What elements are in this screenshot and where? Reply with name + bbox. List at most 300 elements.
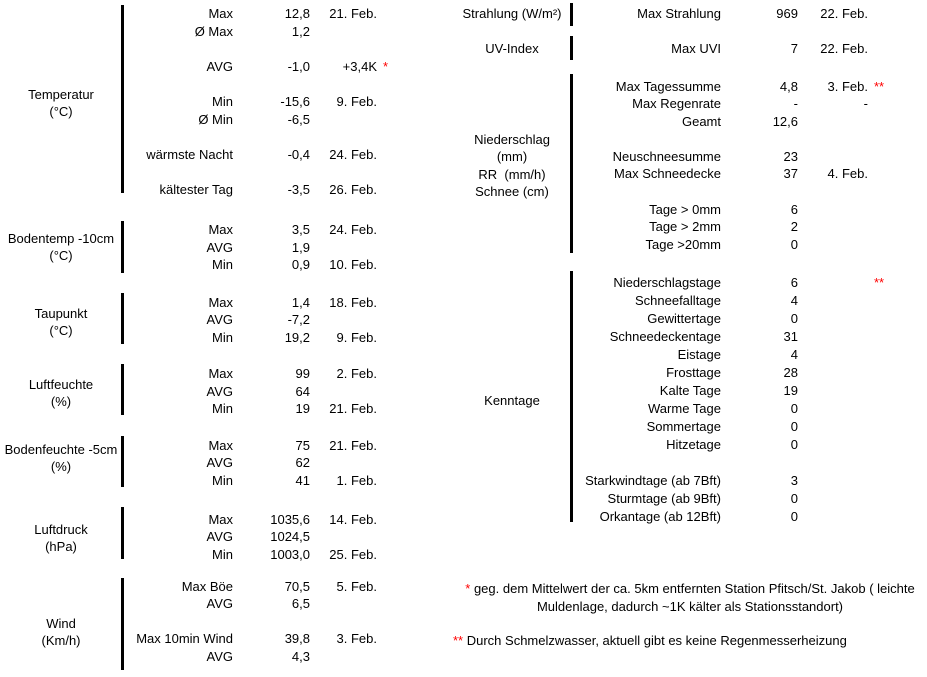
stat-label: Max bbox=[208, 294, 233, 310]
stat-label: Geamt bbox=[681, 113, 721, 129]
stat-label: Frosttage bbox=[666, 365, 721, 380]
stat-note bbox=[377, 111, 407, 129]
stat-value: 4 bbox=[790, 347, 798, 362]
stat-row bbox=[125, 595, 407, 613]
stat-label: AVG bbox=[206, 239, 233, 255]
stat-value: 4 bbox=[790, 293, 798, 308]
section-label bbox=[0, 376, 122, 411]
stat-value: 0 bbox=[790, 311, 798, 326]
stat-row bbox=[574, 346, 902, 364]
stat-value: 4,8 bbox=[779, 78, 798, 94]
stat-row bbox=[125, 58, 407, 76]
stat-label: Max bbox=[208, 366, 233, 381]
stat-value: 39,8 bbox=[284, 631, 310, 647]
stat-date: 14. Feb. bbox=[329, 511, 377, 527]
stat-label: AVG bbox=[206, 312, 233, 328]
stat-value: 75 bbox=[295, 437, 310, 453]
stat-value: 6,5 bbox=[291, 596, 310, 612]
stat-date bbox=[798, 418, 868, 436]
section-label bbox=[0, 441, 122, 476]
stat-row bbox=[574, 436, 902, 454]
stat-date bbox=[310, 239, 377, 257]
stat-date bbox=[798, 148, 868, 166]
stat-row bbox=[125, 472, 407, 490]
section-label bbox=[0, 230, 122, 265]
stat-note bbox=[868, 292, 902, 310]
section-divider bbox=[570, 271, 573, 522]
stat-value: 28 bbox=[783, 365, 798, 380]
stat-value: 41 bbox=[295, 472, 310, 488]
stat-date: 9. Feb. bbox=[336, 329, 377, 345]
section-label-line: (°C) bbox=[49, 104, 73, 120]
stat-date: 10. Feb. bbox=[329, 257, 377, 273]
stat-value: 1,9 bbox=[291, 239, 310, 255]
section-label bbox=[455, 392, 569, 410]
stat-label: AVG bbox=[206, 383, 233, 399]
section-rows bbox=[125, 294, 407, 347]
stat-label: Min bbox=[212, 472, 233, 488]
stat-row bbox=[125, 511, 407, 529]
stat-value: 64 bbox=[295, 383, 310, 399]
stat-label: Max Tagessumme bbox=[615, 78, 721, 94]
stat-note bbox=[868, 418, 902, 436]
stat-date: 25. Feb. bbox=[329, 546, 377, 562]
stat-date: 21. Feb. bbox=[329, 6, 377, 21]
section-label-line: Bodenfeuchte -5cm bbox=[4, 441, 118, 457]
stat-date: 21. Feb. bbox=[329, 437, 377, 453]
section-label-line: Niederschlag bbox=[474, 131, 550, 147]
stat-note bbox=[377, 146, 407, 164]
stat-note bbox=[377, 400, 407, 418]
stat-row bbox=[125, 256, 407, 274]
stat-row bbox=[574, 274, 902, 292]
stat-date: 2. Feb. bbox=[336, 366, 377, 381]
stat-note bbox=[377, 578, 407, 596]
stat-date bbox=[798, 364, 868, 382]
stat-label: Max UVI bbox=[671, 40, 721, 56]
stat-row bbox=[125, 578, 407, 596]
stat-note bbox=[868, 40, 902, 58]
stat-note bbox=[868, 382, 902, 400]
footnote-line-2: Muldenlage, dadurch ~1K kälter als Stationsstandort) bbox=[536, 598, 844, 614]
stat-value: 1003,0 bbox=[270, 546, 310, 562]
stat-label: Tage >20mm bbox=[645, 236, 721, 252]
stat-date bbox=[310, 23, 377, 41]
stat-note bbox=[377, 648, 407, 666]
stat-label: AVG bbox=[206, 529, 233, 545]
stat-row bbox=[574, 490, 902, 508]
stat-date bbox=[798, 346, 868, 364]
stat-date: 1. Feb. bbox=[336, 472, 377, 488]
stat-note bbox=[868, 148, 902, 166]
stat-date: - bbox=[863, 96, 868, 112]
stat-note bbox=[377, 437, 407, 455]
section-label-line: Luftdruck bbox=[34, 521, 88, 537]
section-label-line: (°C) bbox=[49, 248, 73, 264]
stat-note bbox=[377, 239, 407, 257]
stat-date bbox=[310, 111, 377, 129]
stat-value: 3,5 bbox=[291, 222, 310, 237]
stat-row bbox=[125, 630, 407, 648]
stat-note bbox=[868, 218, 902, 236]
stat-value: 6 bbox=[790, 201, 798, 217]
stat-date: 3. Feb. bbox=[336, 631, 377, 647]
stat-note: ** bbox=[874, 275, 885, 290]
stat-row bbox=[125, 648, 407, 666]
section-rows bbox=[574, 5, 902, 23]
stat-label: Max Strahlung bbox=[637, 6, 721, 21]
stat-note bbox=[868, 436, 902, 454]
stat-date bbox=[798, 236, 868, 254]
stat-note bbox=[868, 5, 902, 23]
stat-label: Max Schneedecke bbox=[614, 166, 721, 182]
section-rows bbox=[125, 437, 407, 490]
stat-note bbox=[868, 236, 902, 254]
stat-note bbox=[377, 511, 407, 529]
section-rows bbox=[125, 365, 407, 418]
section-label-line: (°C) bbox=[49, 323, 73, 339]
stat-row bbox=[574, 78, 902, 96]
stat-note: * bbox=[383, 58, 389, 74]
stat-value: 0 bbox=[790, 509, 798, 524]
stat-row bbox=[125, 181, 407, 199]
stat-note bbox=[377, 595, 407, 613]
footnote-line-1 bbox=[455, 580, 925, 598]
stat-value: 0 bbox=[790, 437, 798, 452]
section-label-line: (%) bbox=[50, 394, 72, 410]
stat-note bbox=[377, 181, 407, 199]
stat-label: Kalte Tage bbox=[659, 383, 721, 398]
stat-label: kältester Tag bbox=[159, 181, 233, 197]
section-label bbox=[0, 305, 122, 340]
stat-label: Hitzetage bbox=[666, 437, 721, 452]
stat-row bbox=[574, 236, 902, 254]
stat-value: -0,4 bbox=[287, 146, 310, 162]
section-label-line: UV-Index bbox=[485, 40, 539, 56]
stat-row bbox=[574, 95, 902, 113]
section-rows bbox=[574, 40, 902, 58]
section-label bbox=[0, 615, 122, 650]
stat-date: 9. Feb. bbox=[336, 93, 377, 109]
stat-note bbox=[868, 201, 902, 219]
footnote-double-asterisk: ** bbox=[453, 633, 464, 648]
stat-date bbox=[798, 310, 868, 328]
stat-note bbox=[377, 454, 407, 472]
stat-date: 24. Feb. bbox=[329, 222, 377, 237]
stat-value: 12,6 bbox=[772, 113, 798, 129]
stat-date: 26. Feb. bbox=[329, 181, 377, 197]
stat-date bbox=[798, 382, 868, 400]
section-rows bbox=[125, 511, 407, 564]
stat-row bbox=[125, 400, 407, 418]
stat-value: 1,2 bbox=[291, 23, 310, 39]
stat-row bbox=[125, 383, 407, 401]
row-spacer bbox=[125, 128, 407, 146]
footnote-rain-gauge bbox=[453, 632, 927, 650]
section-label-line: Schnee (cm) bbox=[475, 184, 549, 200]
section-label bbox=[455, 5, 569, 23]
stat-note bbox=[377, 528, 407, 546]
stat-value: 37 bbox=[783, 166, 798, 182]
stat-note bbox=[377, 472, 407, 490]
section-divider bbox=[570, 36, 573, 60]
stat-value: -3,5 bbox=[287, 181, 310, 197]
stat-note bbox=[868, 165, 902, 183]
stat-value: 6 bbox=[790, 275, 798, 290]
stat-note bbox=[377, 630, 407, 648]
section-rows bbox=[125, 221, 407, 274]
stat-note bbox=[377, 221, 407, 239]
stat-label: Starkwindtage (ab 7Bft) bbox=[585, 473, 721, 488]
stat-value: 4,3 bbox=[291, 648, 310, 664]
stat-date bbox=[310, 383, 377, 401]
stat-note bbox=[377, 329, 407, 347]
stat-row bbox=[574, 113, 902, 131]
stat-value: 99 bbox=[295, 366, 310, 381]
stat-value: 19,2 bbox=[284, 329, 310, 345]
stat-row bbox=[574, 165, 902, 183]
stat-note bbox=[868, 400, 902, 418]
stat-value: 19 bbox=[783, 383, 798, 398]
stat-date bbox=[310, 311, 377, 329]
stat-label: Min bbox=[212, 546, 233, 562]
stat-row bbox=[125, 329, 407, 347]
stat-date: 4. Feb. bbox=[827, 166, 868, 182]
stat-value: 7 bbox=[790, 40, 798, 56]
stat-note bbox=[868, 328, 902, 346]
stat-label: Max bbox=[208, 437, 233, 453]
stat-date: 22. Feb. bbox=[820, 6, 868, 21]
stat-label: Max bbox=[208, 222, 233, 237]
stat-row bbox=[125, 454, 407, 472]
stat-date: 3. Feb. bbox=[827, 78, 868, 94]
stat-row bbox=[125, 528, 407, 546]
footnote-text: Durch Schmelzwasser, aktuell gibt es keine Regenmesserheizung bbox=[463, 633, 847, 648]
stat-value: 31 bbox=[783, 329, 798, 344]
stat-label: Ø Min bbox=[198, 111, 233, 127]
stat-date bbox=[798, 201, 868, 219]
row-spacer bbox=[574, 130, 902, 148]
stat-value: -6,5 bbox=[287, 111, 310, 127]
stat-row bbox=[125, 546, 407, 564]
stat-row bbox=[574, 418, 902, 436]
section-rows bbox=[125, 578, 407, 666]
stat-label: Schneefalltage bbox=[634, 293, 721, 308]
footnote-text: geg. dem Mittelwert der ca. 5km entfernten Station Pfitsch/St. Jakob ( leichte bbox=[470, 581, 915, 596]
stat-label: Ø Max bbox=[194, 23, 233, 39]
section-divider bbox=[570, 3, 573, 26]
stat-row bbox=[125, 146, 407, 164]
stat-value: 12,8 bbox=[284, 6, 310, 21]
stat-row bbox=[125, 437, 407, 455]
stat-date bbox=[798, 113, 868, 131]
stat-row bbox=[125, 311, 407, 329]
stat-value: - bbox=[793, 96, 798, 112]
stat-date bbox=[798, 472, 868, 490]
section-label-line: (mm) bbox=[496, 149, 528, 165]
stat-row bbox=[574, 508, 902, 526]
stat-value: -7,2 bbox=[287, 312, 310, 328]
section-label-line: (Km/h) bbox=[41, 633, 81, 649]
row-spacer bbox=[574, 183, 902, 201]
stat-note bbox=[377, 546, 407, 564]
stat-label: Min bbox=[212, 93, 233, 109]
stat-label: Orkantage (ab 12Bft) bbox=[599, 509, 721, 524]
stat-value: 1024,5 bbox=[270, 529, 310, 545]
section-label bbox=[455, 40, 569, 58]
stat-value: 969 bbox=[776, 6, 798, 21]
stat-value: 2 bbox=[790, 219, 798, 235]
stat-date bbox=[798, 490, 868, 508]
section-divider bbox=[570, 74, 573, 253]
stat-label: AVG bbox=[206, 58, 233, 74]
stat-date bbox=[798, 274, 868, 292]
row-spacer bbox=[125, 163, 407, 181]
stat-row bbox=[574, 148, 902, 166]
section-label-line: Wind bbox=[46, 615, 76, 631]
stat-date bbox=[310, 454, 377, 472]
stat-note bbox=[868, 364, 902, 382]
stat-value: 0 bbox=[790, 491, 798, 506]
stat-value: 19 bbox=[295, 401, 310, 417]
stat-label: Min bbox=[212, 329, 233, 345]
stat-value: 0 bbox=[790, 401, 798, 416]
stat-note bbox=[868, 508, 902, 526]
stat-row bbox=[574, 328, 902, 346]
stat-row bbox=[574, 218, 902, 236]
stat-label: Sturmtage (ab 9Bft) bbox=[607, 491, 721, 506]
stat-value: 1,4 bbox=[291, 294, 310, 310]
stat-date bbox=[798, 436, 868, 454]
section-label-line: (hPa) bbox=[45, 539, 77, 555]
stat-label: Min bbox=[212, 257, 233, 273]
stat-note bbox=[377, 256, 407, 274]
stat-note bbox=[868, 310, 902, 328]
stat-note bbox=[377, 383, 407, 401]
stat-date: 24. Feb. bbox=[329, 146, 377, 162]
stat-label: Warme Tage bbox=[648, 401, 721, 416]
stat-label: wärmste Nacht bbox=[146, 146, 233, 162]
stat-date: +3,4K bbox=[342, 58, 377, 74]
stat-row bbox=[125, 93, 407, 111]
stat-label: Eistage bbox=[677, 347, 721, 362]
stat-date bbox=[310, 595, 377, 613]
stat-row bbox=[574, 472, 902, 490]
stat-row bbox=[574, 201, 902, 219]
stat-row bbox=[125, 23, 407, 41]
footnote-station-comparison bbox=[455, 580, 925, 615]
section-label-line: Luftfeuchte bbox=[28, 376, 94, 392]
stat-date bbox=[798, 508, 868, 526]
stat-note bbox=[868, 490, 902, 508]
footnote-asterisk: * bbox=[465, 581, 471, 596]
stat-value: 3 bbox=[790, 473, 798, 488]
section-label-line: Kenntage bbox=[484, 392, 540, 408]
stat-label: Max bbox=[208, 6, 233, 21]
section-label-line: (%) bbox=[50, 459, 72, 475]
stat-row bbox=[574, 292, 902, 310]
stat-date bbox=[798, 292, 868, 310]
stat-note bbox=[868, 113, 902, 131]
stat-date bbox=[798, 218, 868, 236]
section-rows bbox=[574, 274, 902, 526]
stat-value: 0 bbox=[790, 236, 798, 252]
stat-label: Schneedeckentage bbox=[609, 329, 721, 344]
stat-label: Max Böe bbox=[181, 578, 233, 594]
section-label-line: Bodentemp -10cm bbox=[7, 230, 115, 246]
stat-value: -1,0 bbox=[287, 58, 310, 74]
row-spacer bbox=[125, 75, 407, 93]
stat-label: AVG bbox=[206, 596, 233, 612]
section-label-line: RR (mm/h) bbox=[478, 166, 546, 182]
section-label-line: Temperatur bbox=[28, 86, 94, 102]
stat-row bbox=[125, 365, 407, 383]
stat-row bbox=[574, 40, 902, 58]
stat-label: Tage > 0mm bbox=[649, 201, 721, 217]
stat-label: Neuschneesumme bbox=[612, 148, 721, 164]
stat-value: 23 bbox=[783, 148, 798, 164]
stat-row bbox=[125, 239, 407, 257]
stat-value: 0,9 bbox=[291, 257, 310, 273]
stat-note bbox=[868, 95, 902, 113]
stat-label: Max Regenrate bbox=[632, 96, 721, 112]
stat-row bbox=[574, 400, 902, 418]
stat-row bbox=[125, 5, 407, 23]
stat-date: 21. Feb. bbox=[329, 401, 377, 417]
stat-label: AVG bbox=[206, 455, 233, 471]
stat-row bbox=[125, 221, 407, 239]
stat-note bbox=[377, 365, 407, 383]
stat-note: ** bbox=[874, 78, 885, 94]
stat-value: 62 bbox=[295, 455, 310, 471]
row-spacer bbox=[125, 40, 407, 58]
stat-date bbox=[798, 400, 868, 418]
stat-label: Max 10min Wind bbox=[136, 631, 233, 647]
stat-row bbox=[574, 382, 902, 400]
section-rows bbox=[574, 78, 902, 254]
stat-label: Max bbox=[208, 511, 233, 527]
stat-note bbox=[868, 472, 902, 490]
stat-date bbox=[310, 648, 377, 666]
stat-note bbox=[377, 311, 407, 329]
stat-note bbox=[377, 93, 407, 111]
stat-label: Gewittertage bbox=[647, 311, 721, 326]
stat-value: 1035,6 bbox=[270, 511, 310, 527]
stat-date: 18. Feb. bbox=[329, 294, 377, 310]
section-label-line: Taupunkt bbox=[34, 305, 88, 321]
stat-value: 0 bbox=[790, 419, 798, 434]
stat-date bbox=[310, 528, 377, 546]
stat-date bbox=[798, 328, 868, 346]
stat-label: Sommertage bbox=[646, 419, 721, 434]
stat-value: -15,6 bbox=[280, 93, 310, 109]
row-spacer bbox=[574, 454, 902, 472]
stat-date: 22. Feb. bbox=[820, 40, 868, 56]
stat-row bbox=[125, 111, 407, 129]
row-spacer bbox=[125, 613, 407, 631]
stat-row bbox=[574, 5, 902, 23]
section-rows bbox=[125, 5, 407, 199]
stat-label: Min bbox=[212, 401, 233, 417]
stat-row bbox=[125, 294, 407, 312]
stat-label: Tage > 2mm bbox=[649, 219, 721, 235]
section-label-line: Strahlung (W/m²) bbox=[462, 6, 562, 21]
stat-note bbox=[377, 5, 407, 23]
stat-label: Niederschlagstage bbox=[613, 275, 721, 290]
section-label bbox=[0, 521, 122, 556]
stat-row bbox=[574, 310, 902, 328]
section-label bbox=[455, 131, 569, 201]
